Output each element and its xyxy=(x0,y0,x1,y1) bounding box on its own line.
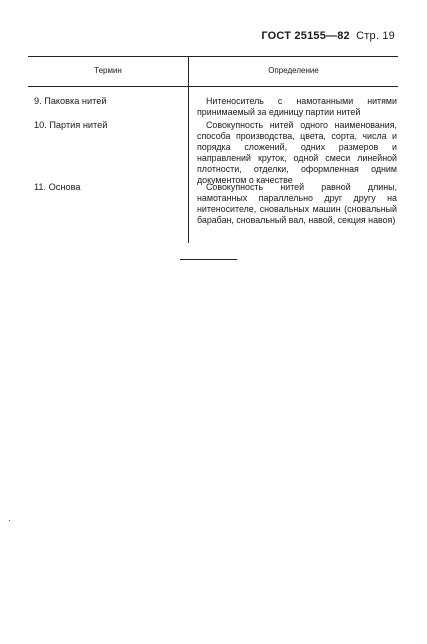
term-10: 10. Партия нитей xyxy=(34,120,108,130)
definition-9: Нитеноситель с намотанными нитями принимаемый за единицу партии нитей xyxy=(197,96,397,117)
term-11: 11. Основа xyxy=(34,182,81,192)
table-top-rule xyxy=(28,56,398,57)
table-header-rule xyxy=(28,86,398,87)
scan-speck xyxy=(9,520,10,521)
definition-11: Совокупность нитей равной длины, намотанных параллельно друг другу на нитеносителе, сновальных машин (сновальный барабан, сновальный вал, навой, секция навоя) xyxy=(197,182,397,225)
page-number: Стр. 19 xyxy=(356,30,395,42)
column-header-term: Термин xyxy=(94,66,122,75)
column-header-definition: Определение xyxy=(268,66,319,75)
definition-10: Совокупность нитей одного наименования, способа производства, цвета, сорта, числа и порядка сложений, одних размеров и направлений круток, одной смеси линейной плотности, отделки, оформленная одним документом о качестве xyxy=(197,120,397,185)
standard-number: ГОСТ 25155—82 xyxy=(261,30,350,42)
section-end-rule xyxy=(180,259,237,260)
page-header xyxy=(261,30,395,42)
column-divider xyxy=(188,56,189,243)
term-9: 9. Паковка нитей xyxy=(34,96,107,106)
